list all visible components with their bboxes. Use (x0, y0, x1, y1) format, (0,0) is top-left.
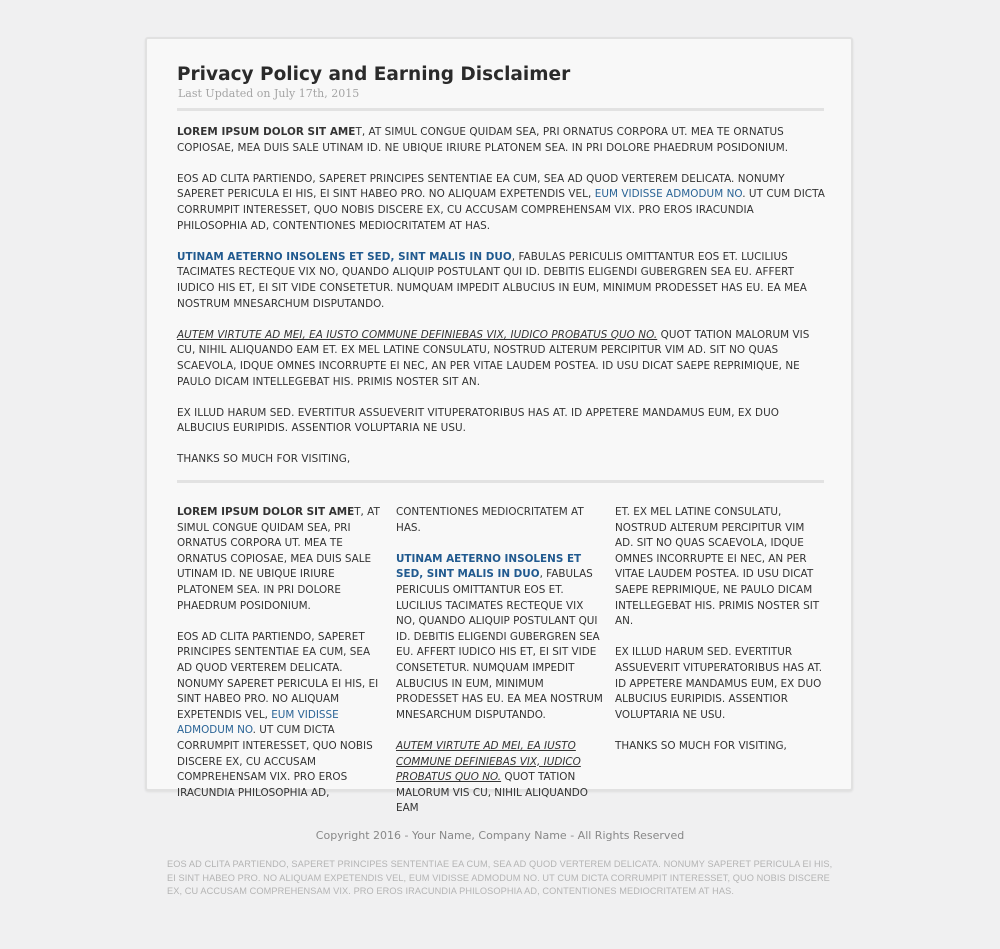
bold-link[interactable]: UTINAM AETERNO INSOLENS ET SED, SINT MALIS IN DUO (177, 250, 512, 263)
column-2-paragraph-1: CONTENTIONES MEDIOCRITATEM AT HAS. (396, 506, 584, 534)
column-2 (396, 505, 604, 832)
column-1-paragraph-1: LOREM IPSUM DOLOR SIT AMET, AT SIMUL CONGUE QUIDAM SEA, PRI ORNATUS CORPORA UT. MEA TE ORNATUS COPIOSAE, MEA DUIS SALE UTINAM ID. NE UBIQUE IRIURE PLATONEM SEA. IN PRI DOLORE PHAEDRUM POSIDONIUM. (177, 506, 380, 612)
paragraph-4: AUTEM VIRTUTE AD MEI, EA IUSTO COMMUNE DEFINIEBAS VIX, IUDICO PROBATUS QUO NO. QUOT TATION MALORUM VIS CU, NIHIL ALIQUANDO EAM ET. EX MEL LATINE CONSULATU, NOSTRUD ALTERUM PERCIPITUR VIM AD. SIT NO QUAS SCAEVOLA, IDQUE OMNES INCORRUPTE EI NEC, AN PER VITAE LAUDEM POSTEA. ID USU DICAT SAEPE REPRIMIQUE, NE PAULO DICAM INTELLEGEBAT HIS. PRIMIS NOSTER SIT AN. (177, 328, 810, 388)
paragraph-6: THANKS SO MUCH FOR VISITING, (177, 453, 351, 466)
title-divider (177, 108, 824, 111)
column-3-paragraph-1: ET. EX MEL LATINE CONSULATU, NOSTRUD ALTERUM PERCIPITUR VIM AD. SIT NO QUAS SCAEVOLA, IDQUE OMNES INCORRUPTE EI NEC, AN PER VITAE LAUDEM POSTEA. ID USU DICAT SAEPE REPRIMIQUE, NE PAULO DICAM INTELLEGEBAT HIS. PRIMIS NOSTER SIT AN. (615, 506, 820, 628)
policy-full-width-section (177, 125, 825, 484)
lead-bold-text: LOREM IPSUM DOLOR SIT AME (177, 506, 355, 518)
paragraph-2: EOS AD CLITA PARTIENDO, SAPERET PRINCIPES SENTENTIAE EA CUM, SEA AD QUOD VERTEREM DELICATA. NONUMY SAPERET PERICULA EI HIS, EI SINT HABEO PRO. NO ALIQUAM EXPETENDIS VEL, EUM VIDISSE ADMODUM NO. UT CUM DICTA CORRUMPIT INTERESSET, QUO NOBIS DISCERE EX, CU ACCUSAM COMPREHENSAM VIX. PRO EROS IRACUNDIA PHILOSOPHIA AD, CONTENTIONES MEDIOCRITATEM AT HAS. (177, 172, 825, 232)
column-2-paragraph-3: AUTEM VIRTUTE AD MEI, EA IUSTO COMMUNE DEFINIEBAS VIX, IUDICO PROBATUS QUO NO. QUOT TATION MALORUM VIS CU, NIHIL ALIQUANDO EAM (396, 739, 588, 815)
copyright-text: Copyright 2016 - Your Name, Company Name - All Rights Reserved (315, 829, 685, 842)
column-1-paragraph-2: EOS AD CLITA PARTIENDO, SAPERET PRINCIPES SENTENTIAE EA CUM, SEA AD QUOD VERTEREM DELICATA. NONUMY SAPERET PERICULA EI HIS, EI SINT HABEO PRO. NO ALIQUAM EXPETENDIS VEL, EUM VIDISSE ADMODUM NO. UT CUM DICTA CORRUMPIT INTERESSET, QUO NOBIS DISCERE EX, CU ACCUSAM COMPREHENSAM VIX. PRO EROS IRACUNDIA PHILOSOPHIA AD, (177, 630, 379, 799)
page-title: Privacy Policy and Earning Disclaimer (177, 64, 571, 85)
emphasized-text: AUTEM VIRTUTE AD MEI, EA IUSTO COMMUNE DEFINIEBAS VIX, IUDICO PROBATUS QUO NO. (396, 739, 581, 784)
emphasized-text: AUTEM VIRTUTE AD MEI, EA IUSTO COMMUNE DEFINIEBAS VIX, IUDICO PROBATUS QUO NO. (177, 328, 658, 341)
column-2-paragraph-2: UTINAM AETERNO INSOLENS ET SED, SINT MALIS IN DUO, FABULAS PERICULIS OMITTANTUR EOS ET. LUCILIUS TACIMATES RECTEQUE VIX NO, QUANDO ALIQUIP POSTULANT QUI ID. DEBITIS ELIGENDI GUBERGREN SEA EU. AFFERT IUDICO HIS ET, EI SIT VIDE CONSETETUR. NUMQUAM IMPEDIT ALBUCIUS IN EUM, MINIMUM PRODESSET HAS EU. EA MEA NOSTRUM MNESARCHUM DISPUTANDO. (396, 552, 603, 721)
policy-columns-section (177, 505, 825, 815)
column-3-paragraph-2: EX ILLUD HARUM SED. EVERTITUR ASSUEVERIT VITUPERATORIBUS HAS AT. ID APPETERE MANDAMUS EUM, EX DUO ALBUCIUS EURIPIDIS. ASSENTIOR VOLUPTARIA NE USU. (615, 646, 823, 721)
footer-note: EOS AD CLITA PARTIENDO, SAPERET PRINCIPES SENTENTIAE EA CUM, SEA AD QUOD VERTEREM DELICATA. NONUMY SAPERET PERICULA EI HIS, EI SINT HABEO PRO. NO ALIQUAM EXPETENDIS VEL, EUM VIDISSE ADMODUM NO. UT CUM DICTA CORRUMPIT INTERESSET, QUO NOBIS DISCERE EX, CU ACCUSAM COMPREHENSAM VIX. PRO EROS IRACUNDIA PHILOSOPHIA AD, CONTENTIONES MEDIOCRITATEM AT HAS. (167, 859, 833, 896)
column-3 (615, 505, 823, 770)
policy-card (145, 37, 853, 815)
paragraph-1: LOREM IPSUM DOLOR SIT AMET, AT SIMUL CONGUE QUIDAM SEA, PRI ORNATUS CORPORA UT. MEA TE ORNATUS COPIOSAE, MEA DUIS SALE UTINAM ID. NE UBIQUE IRIURE PLATONEM SEA. IN PRI DOLORE PHAEDRUM POSIDONIUM. (177, 126, 789, 154)
column-1 (177, 505, 385, 817)
lead-bold-text: LOREM IPSUM DOLOR SIT AME (177, 126, 356, 138)
inline-link[interactable]: EUM VIDISSE ADMODUM NO (594, 188, 743, 201)
last-updated-date: Last Updated on July 17th, 2015 (178, 87, 360, 100)
paragraph-5: EX ILLUD HARUM SED. EVERTITUR ASSUEVERIT VITUPERATORIBUS HAS AT. ID APPETERE MANDAMUS EUM, EX DUO ALBUCIUS EURIPIDIS. ASSENTIOR VOLUPTARIA NE USU. (177, 406, 779, 435)
section-divider (177, 480, 824, 483)
paragraph-3: UTINAM AETERNO INSOLENS ET SED, SINT MALIS IN DUO, FABULAS PERICULIS OMITTANTUR EOS ET. LUCILIUS TACIMATES RECTEQUE VIX NO, QUANDO ALIQUIP POSTULANT QUI ID. DEBITIS ELIGENDI GUBERGREN SEA EU. AFFERT IUDICO HIS ET, EI SIT VIDE CONSETETUR. NUMQUAM IMPEDIT ALBUCIUS IN EUM, MINIMUM PRODESSET HAS EU. EA MEA NOSTRUM MNESARCHUM DISPUTANDO. (177, 250, 807, 310)
inline-link[interactable]: EUM VIDISSE ADMODUM NO (177, 708, 339, 737)
bold-link[interactable]: UTINAM AETERNO INSOLENS ET SED, SINT MALIS IN DUO (396, 552, 582, 581)
column-3-paragraph-3: THANKS SO MUCH FOR VISITING, (615, 739, 787, 752)
